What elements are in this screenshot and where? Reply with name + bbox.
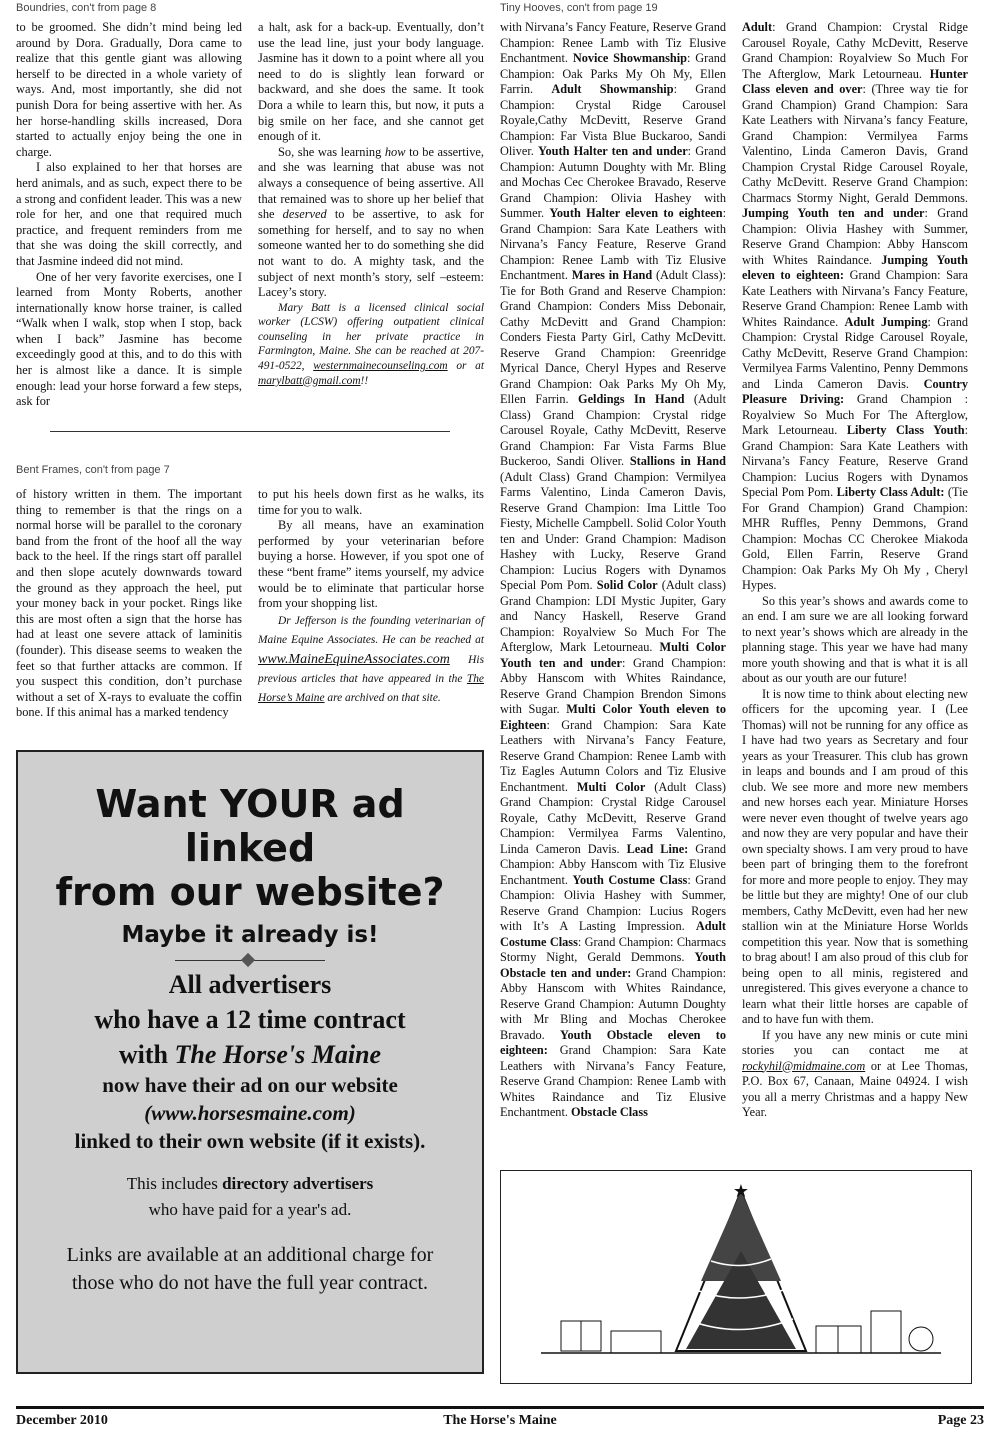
- ad-line: linked to their own website (if it exists).: [74, 1129, 426, 1153]
- section-header-tiny-hooves: Tiny Hooves, con't from page 19: [500, 2, 658, 14]
- class-name: Multi Color: [576, 779, 646, 794]
- ad-headline-line: linked: [184, 826, 316, 870]
- class-name: Jumping Youth ten and under: [742, 206, 925, 220]
- email-link[interactable]: marylbatt@gmail.com: [258, 374, 361, 387]
- class-name: Adult Showmanship: [551, 82, 674, 96]
- ad-line: now have their ad on our website: [102, 1073, 398, 1097]
- class-name: Youth Halter eleven to eighteen: [549, 206, 723, 220]
- author-credit: [258, 301, 484, 389]
- tiny-hooves-column-2: [742, 20, 968, 1121]
- class-name: Youth Halter ten and under: [537, 144, 688, 158]
- result-text: Grand Champion: Abby Hanscom with Tiz Elusive Enchantment.: [500, 841, 727, 887]
- result-text: Grand Champion : Royalview So Much For The Afterglow, Mark Letourneau.: [742, 392, 968, 437]
- christmas-tree-icon: [501, 1171, 971, 1383]
- bent-frames-column-1: [16, 487, 242, 721]
- result-text: (Adult Class) Grand Champion: Crystal Ridge Carousel Royale, Cathy McDevitt, Reserve Grand Champion: Vermilyea Farms Valentino, Linda Cameron Davis.: [500, 779, 727, 856]
- result-text: : Grand Champion: Abby Hanscom with Whites Raindance, Reserve Grand Champion Brendon Simons with Sugar.: [500, 655, 726, 716]
- text-run: or at Lee Thomas, P.O. Box 67, Canaan, Maine 04924. I wish you all a merry Christmas and a happy New Year.: [742, 1058, 968, 1119]
- result-text: : Grand Champion: Crystal Ridge Carousel Royale,Cathy McDevitt, Reserve Grand Champion: Far Vista Blue Buckaroo, Sandi Oliver.: [500, 82, 726, 158]
- class-name: Novice Showmanship: [572, 51, 687, 65]
- italic-text: how: [384, 144, 406, 159]
- paragraph: So this year’s shows and awards come to an end. I am sure we are all looking forward to next year’s shows which are already in the planning stage. This year we have had many more youth showing and that is what it is all about as our youth are our future!: [742, 593, 968, 685]
- text-run: or at: [447, 360, 485, 373]
- text-run: with: [118, 1040, 175, 1069]
- result-text: : Grand Champion: Olivia Hashey with Summer, Reserve Grand Champion: Abby Hanscom with Whites Raindance.: [742, 206, 968, 267]
- ad-line: who have a 12 time contract: [94, 1005, 406, 1034]
- paragraph: [742, 1028, 968, 1121]
- text-run: are archived on that site.: [324, 691, 441, 704]
- result-text: Grand Champion: Abby Hanscom with Whites Raindance, Reserve Grand Champion: Autumn Doughty with Mr Bling and Mochas Cherokee Bravado.: [500, 965, 726, 1042]
- result-text: : Grand Champion: Sara Kate Leathers with Nirvana’s Fancy Feature, Reserve Grand Champion: Renee Lamb with Tiz Elusive Enchantment.: [500, 206, 727, 282]
- svg-text:★: ★: [732, 1181, 750, 1202]
- result-text: : Grand Champion: Oak Parks My Oh My, Ellen Farrin.: [500, 51, 726, 96]
- text-run: This includes: [126, 1174, 223, 1193]
- paragraph: to put his heels down first as he walks, its time for you to walk.: [258, 487, 484, 517]
- class-name: Geldings In Hand: [578, 392, 685, 406]
- class-name: Country Pleasure Driving:: [742, 376, 968, 406]
- publication-link[interactable]: The Horse’s Maine: [258, 672, 484, 704]
- class-name: Stallions in Hand: [629, 454, 726, 468]
- website-link[interactable]: westernmainecounseling.com: [313, 360, 448, 373]
- class-name: Adult Costume Class: [500, 919, 726, 949]
- publication-name: The Horse's Maine: [174, 1040, 382, 1069]
- paragraph: One of her very favorite exercises, one I learned from Monty Roberts, another internationally know horse trainer, is called “Walk when I walk, stop when I stop, back when I back” Jasmine has become exceedingly good at this, and to do this with her is almost like a dance. It is simple enough: lead your horse forward a few steps, ask for: [16, 269, 242, 409]
- text-run: Mary Batt is a licensed clinical social worker (LCSW) offering outpatient clinical counseling in her private practice in Farmington, Maine. She can be reached at 207-491-0522,: [258, 301, 484, 373]
- ad-headline: [18, 782, 482, 914]
- ad-website: (www.horsesmaine.com): [144, 1101, 356, 1125]
- paragraph: It is now time to think about electing new officers for the upcoming year. I (Lee Thomas) will not be running for any office as I have had two years as Secretary and four years as your Treasurer. This club has grown in leaps and bounds and I am proud of this club. We see more and more new members and new horses each year. Miniature Horses were never even thought of twelve years ago and now they are very popular and have their own specialty shows. I am very proud to have been part of bringing them to the forefront for more and more people to enjoy. They may be little but they are mighty! One of our club members, Cathy McDevitt, even had her new stallion win at the Miniature Horse Worlds competition this year. Now that is something to brag about! I am also proud of this club for being open to all minis, registered and unregistered. This gives everyone a chance to learn what their little horses are capable of and to have fun with them.: [742, 686, 968, 1026]
- class-name: Solid Color: [596, 578, 658, 592]
- class-name: Adult Jumping: [844, 314, 928, 329]
- class-name: Youth Costume Class: [572, 872, 688, 887]
- result-text: (Adult class) Grand Champion: LDI Mystic Jupiter, Gary and Nancy Haskell, Reserve Grand Champion: Royalview So Much For The Afterglow, Mark Letourneau.: [500, 578, 726, 654]
- class-name: Multi Color Youth eleven to Eighteen: [500, 702, 726, 732]
- author-credit: [258, 612, 484, 708]
- result-text: : Grand Champion: Sara Kate Leathers with Nirvana’s Fancy Feature, Reserve Grand Champion: Lucius Rogers with Dynamos Special Pom Pom.: [742, 423, 968, 499]
- paragraph: a halt, ask for a back-up. Eventually, don’t use the lead line, just your body language. Jasmine has it down to a point where all you need to do is slightly lean forward or backward, and she does the same. It took Dora a while to learn this, but now, it puts a big smile on her face, and she cannot get enough of it.: [258, 20, 484, 144]
- result-text: Grand Champion: Sara Kate Leathers with Nirvana’s Fancy Feature, Reserve Grand Champion: Renee Lamb with Whites Raindance.: [742, 268, 968, 329]
- website-link-ad: [16, 750, 484, 1374]
- paragraph: to be groomed. She didn’t mind being led around by Dora. Gradually, Dora came to realize that this gentle giant was allowing herself to be directed in a whole variety of ways. And, most importantly, she did not punish Dora for being assertive with her. As her horse-handling skills increased, Dora started to actually enjoy being the one in charge.: [16, 20, 242, 159]
- class-name: Obstacle Class: [571, 1105, 648, 1119]
- result-text: : Grand Champion: Crystal Ridge Carousel Royale, Cathy McDevitt, Reserve Grand Champion: Vermilyea Farms Valentino, Penny Demmons and Linda Cameron Davis.: [742, 314, 968, 391]
- issue-date: December 2010: [16, 1413, 108, 1428]
- ornament-divider: [175, 954, 325, 966]
- bent-frames-column-2: [258, 487, 484, 708]
- text-run: to be assertive, and she was learning that abuse was not always a consequence of being assertive. All that remained was to shore up her belief that she: [258, 144, 484, 222]
- paragraph: I also explained to her that horses are herd animals, and as such, expect there to be a strong and confident leader. This was a new role for her, and one that required much practice, and frequent reminders from me that she was doing the skill correctly, and that Jasmine indeed did not mind.: [16, 160, 242, 268]
- text-run: His previous articles that have appeared in the: [258, 653, 484, 685]
- paragraph: of history written in them. The important thing to remember is that the rings on a normal horse will be parallel to the coronary band from the front of the hoof all the way back to the heel. If the rings start off parallel and then slope acutely downwards toward the ground as they approach the heel, put your money back in your pocket. Rings like this are most often a sign that the horse has had at least one severe attack of laminitis (founder). This disease seems to weaken the feet so that further attacks are common. If you suspect this condition, don’t purchase without a set of X-rays to evaluate the coffin bone. If this animal has a marked tendency: [16, 487, 242, 720]
- result-text: : Grand Champion: Charmacs Stormy Night, Gerald Demmons.: [500, 934, 726, 964]
- publication-title: The Horse's Maine: [443, 1413, 557, 1428]
- section-divider: [50, 431, 450, 432]
- page-number: Page 23: [937, 1413, 984, 1428]
- ad-line: [18, 1171, 482, 1197]
- ad-subheadline: Maybe it already is!: [121, 922, 379, 948]
- paragraph: By all means, have an examination performed by your veterinarian before buying a horse. However, if you spot one of these “bent frame” items yourself, my advice would be to eliminate that particular horse from your shopping list.: [258, 518, 484, 611]
- class-name: Youth Obstacle eleven to eighteen:: [500, 1027, 726, 1057]
- text-run: to be assertive, to ask for something for herself, and to say no when someone wanted her to do something she did not want to do. A mighty task, and the subject of next month’s story, self –esteem: Lacey’s story.: [258, 207, 484, 300]
- text-run: !!: [360, 374, 369, 387]
- result-text: (Adult Class): Tie for Both Grand and Reserve Champion: Grand Champion: Conders Miss Debonair, Cathy McDevitt and Grand Champion: Conders Fiesta Party Girl, Cathy McDevitt. Reserve Grand Champion: Greenridge Myrical Dance, Cheryl Hypes and Reserve Grand Champion: Oak Parks My Oh My, Ellen Farrin.: [500, 268, 726, 406]
- diamond-ornament-icon: [241, 953, 255, 967]
- ad-line: [18, 1038, 482, 1071]
- italic-text: deserved: [282, 207, 327, 222]
- class-name: Liberty Class Youth: [846, 423, 965, 437]
- class-name: Jumping Youth eleven to eighteen:: [742, 252, 968, 282]
- class-name: Adult: [742, 20, 773, 34]
- page-footer: [16, 1406, 984, 1428]
- section-header-boundries: Boundries, con't from page 8: [16, 2, 157, 14]
- class-name: Hunter Class eleven and over: [742, 66, 968, 96]
- result-text: : Grand Champion: Crystal Ridge Carousel Royale, Cathy McDevitt, Reserve Grand Champion: Royalview So Much For The Afterglow, Mark Letourneau.: [742, 20, 968, 81]
- result-text: with Nirvana’s Fancy Feature, Reserve Grand Champion: Renee Lamb with Tiz Elusive Enchantment.: [500, 20, 726, 65]
- ad-headline-line: Want YOUR ad: [95, 782, 405, 826]
- result-text: (Adult Class) Grand Champion: Crystal ridge Carousel Royale, Cathy McDevitt, Reserve Grand Champion: Far Vista Farms Blue Buckeroo, Sandi Oliver.: [500, 392, 727, 468]
- text-run: If you have any new minis or cute mini stories you can contact me at: [742, 1027, 968, 1057]
- class-name: Mares in Hand: [571, 268, 653, 282]
- ad-line: those who do not have the full year contract.: [72, 1272, 428, 1294]
- text-run: Dr Jefferson is the founding veterinarian of Maine Equine Associates. He can be reached at: [258, 614, 484, 646]
- paragraph: [258, 145, 484, 301]
- result-text: : (Three way tie for Grand Champion) Grand Champion: Sara Kate Leathers with Nirvana’s fancy Feature, Grand Champion: Vermilyea Farms Valentino, Linda Cameron Davis, Grand Champion Crystal Ridge Carousel Royale, Cathy McDevitt. Reserve Grand Champion: Charmacs Stormy Night, Gerald Demmons.: [742, 82, 968, 205]
- tiny-hooves-column-1: [500, 20, 726, 1121]
- bold-text: directory advertisers: [222, 1174, 374, 1193]
- section-header-bent-frames: Bent Frames, con't from page 7: [16, 464, 170, 476]
- website-link[interactable]: www.MaineEquineAssociates.com: [258, 651, 450, 667]
- show-results: [500, 20, 726, 1121]
- result-text: (Tie For Grand Champion) Grand Champion: MHR Ruffles, Penny Demmons, Grand Champion: Mochas CC Cherokee Miakoda Gold, Ellen Farrin, Reserve Grand Champion: Oak Parks My Oh My , Cheryl Hypes.: [742, 485, 968, 592]
- text-run: So, she was learning: [278, 144, 385, 159]
- result-text: : Grand Champion: Sara Kate Leathers with Nirvana’s Fancy Feature, Reserve Grand Champion: Renee Lamb with Tiz Eagles Autumn Colors and Tiz Elusive Enchantment.: [500, 717, 726, 794]
- ad-headline-line: from our website?: [55, 870, 445, 914]
- ad-line: Links are available at an additional charge for: [66, 1244, 434, 1266]
- result-text: Grand Champion: Sara Kate Leathers with Nirvana’s Fancy Feature, Reserve Grand Champion: Renee Lamb with Whites Raindance and Tiz Elusive Enchantment.: [500, 1043, 726, 1119]
- class-name: Liberty Class Adult:: [836, 485, 945, 499]
- class-name: Lead Line:: [626, 841, 689, 856]
- boundries-column-2: [258, 20, 484, 388]
- result-text: : Grand Champion: Autumn Doughty with Mr. Bling and Mochas Cec Cherokee Bravado, Reserve Grand Champion: Olivia Hashey with Summer.: [500, 144, 726, 220]
- result-text: : Grand Champion: Olivia Hashey with Summer, Reserve Grand Champion: Lucius Rogers with It’s A Lasting Impression.: [500, 872, 726, 933]
- boundries-column-1: [16, 20, 242, 410]
- ad-line: All advertisers: [168, 970, 332, 999]
- result-text: (Adult Class) Grand Champion: Vermilyea Farms Valentino, Linda Cameron Davis, Reserve Grand Champion: Ima Little Too Fiesty, Michelle Campbell. Solid Color Youth ten and Under: Grand Champion: Madison Hashey with Lucky, Reserve Grand Champion: Lucius Rogers with Dynamos Special Pom Pom.: [500, 469, 726, 592]
- class-name: Youth Obstacle ten and under:: [500, 950, 726, 980]
- class-name: Multi Color Youth ten and under: [500, 640, 727, 670]
- email-link[interactable]: rockyhil@midmaine.com: [742, 1058, 866, 1073]
- ad-line: who have paid for a year's ad.: [148, 1200, 352, 1219]
- show-results: [742, 20, 968, 594]
- christmas-tree-illustration: [500, 1170, 972, 1384]
